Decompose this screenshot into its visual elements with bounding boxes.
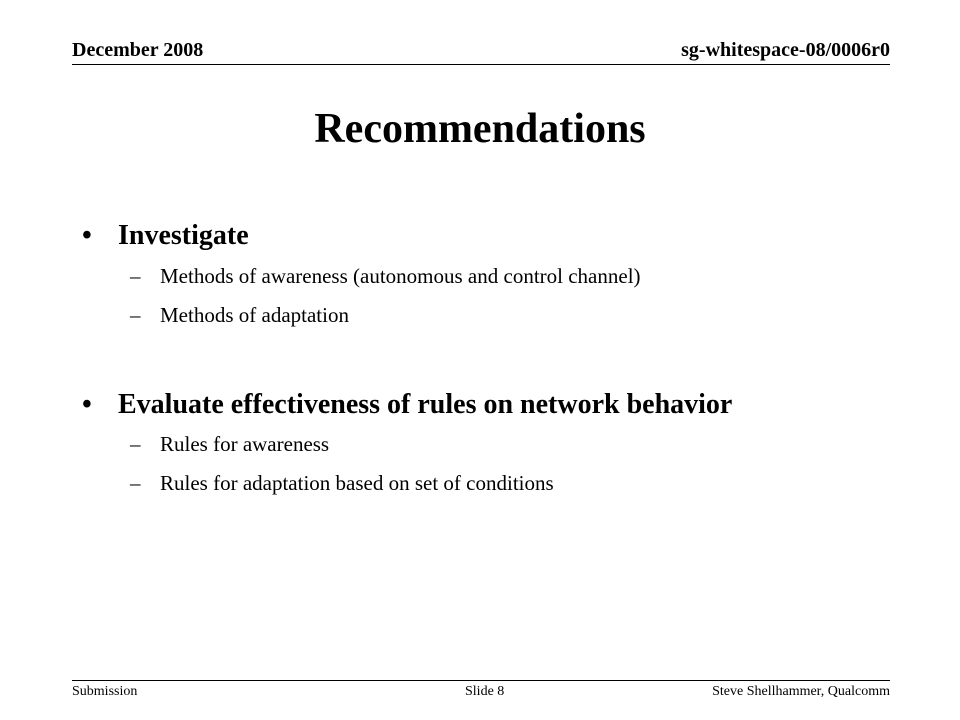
header-document-id: sg-whitespace-08/0006r0: [681, 39, 890, 61]
sub-bullet-text: Methods of adaptation: [160, 303, 349, 327]
sub-bullet-item: [130, 302, 349, 328]
dash-icon: –: [130, 264, 141, 288]
sub-bullet-text: Rules for awareness: [160, 432, 330, 456]
footer-slide-number: Slide 8: [465, 684, 505, 699]
slide-title: Recommendations: [314, 106, 646, 152]
sub-bullet-text: Methods of awareness (autonomous and control channel): [160, 264, 641, 288]
footer-author: Steve Shellhammer, Qualcomm: [712, 684, 890, 699]
dash-icon: –: [130, 471, 141, 495]
sub-bullet-item: [130, 263, 641, 289]
bullet-text: Investigate: [118, 220, 249, 251]
sub-bullet-item: [130, 431, 329, 457]
dash-icon: –: [130, 303, 141, 327]
bullet-item-evaluate: [82, 388, 732, 422]
sub-bullet-text: Rules for adaptation based on set of conditions: [160, 471, 554, 495]
header-divider: [72, 64, 890, 65]
sub-bullet-item: [130, 470, 554, 496]
bullet-icon: •: [82, 389, 92, 420]
footer-divider: [72, 680, 890, 681]
bullet-item-investigate: [82, 219, 249, 253]
footer-submission: Submission: [72, 684, 138, 699]
dash-icon: –: [130, 432, 141, 456]
bullet-icon: •: [82, 220, 92, 251]
bullet-text: Evaluate effectiveness of rules on network behavior: [118, 389, 733, 420]
header-date: December 2008: [72, 39, 204, 61]
